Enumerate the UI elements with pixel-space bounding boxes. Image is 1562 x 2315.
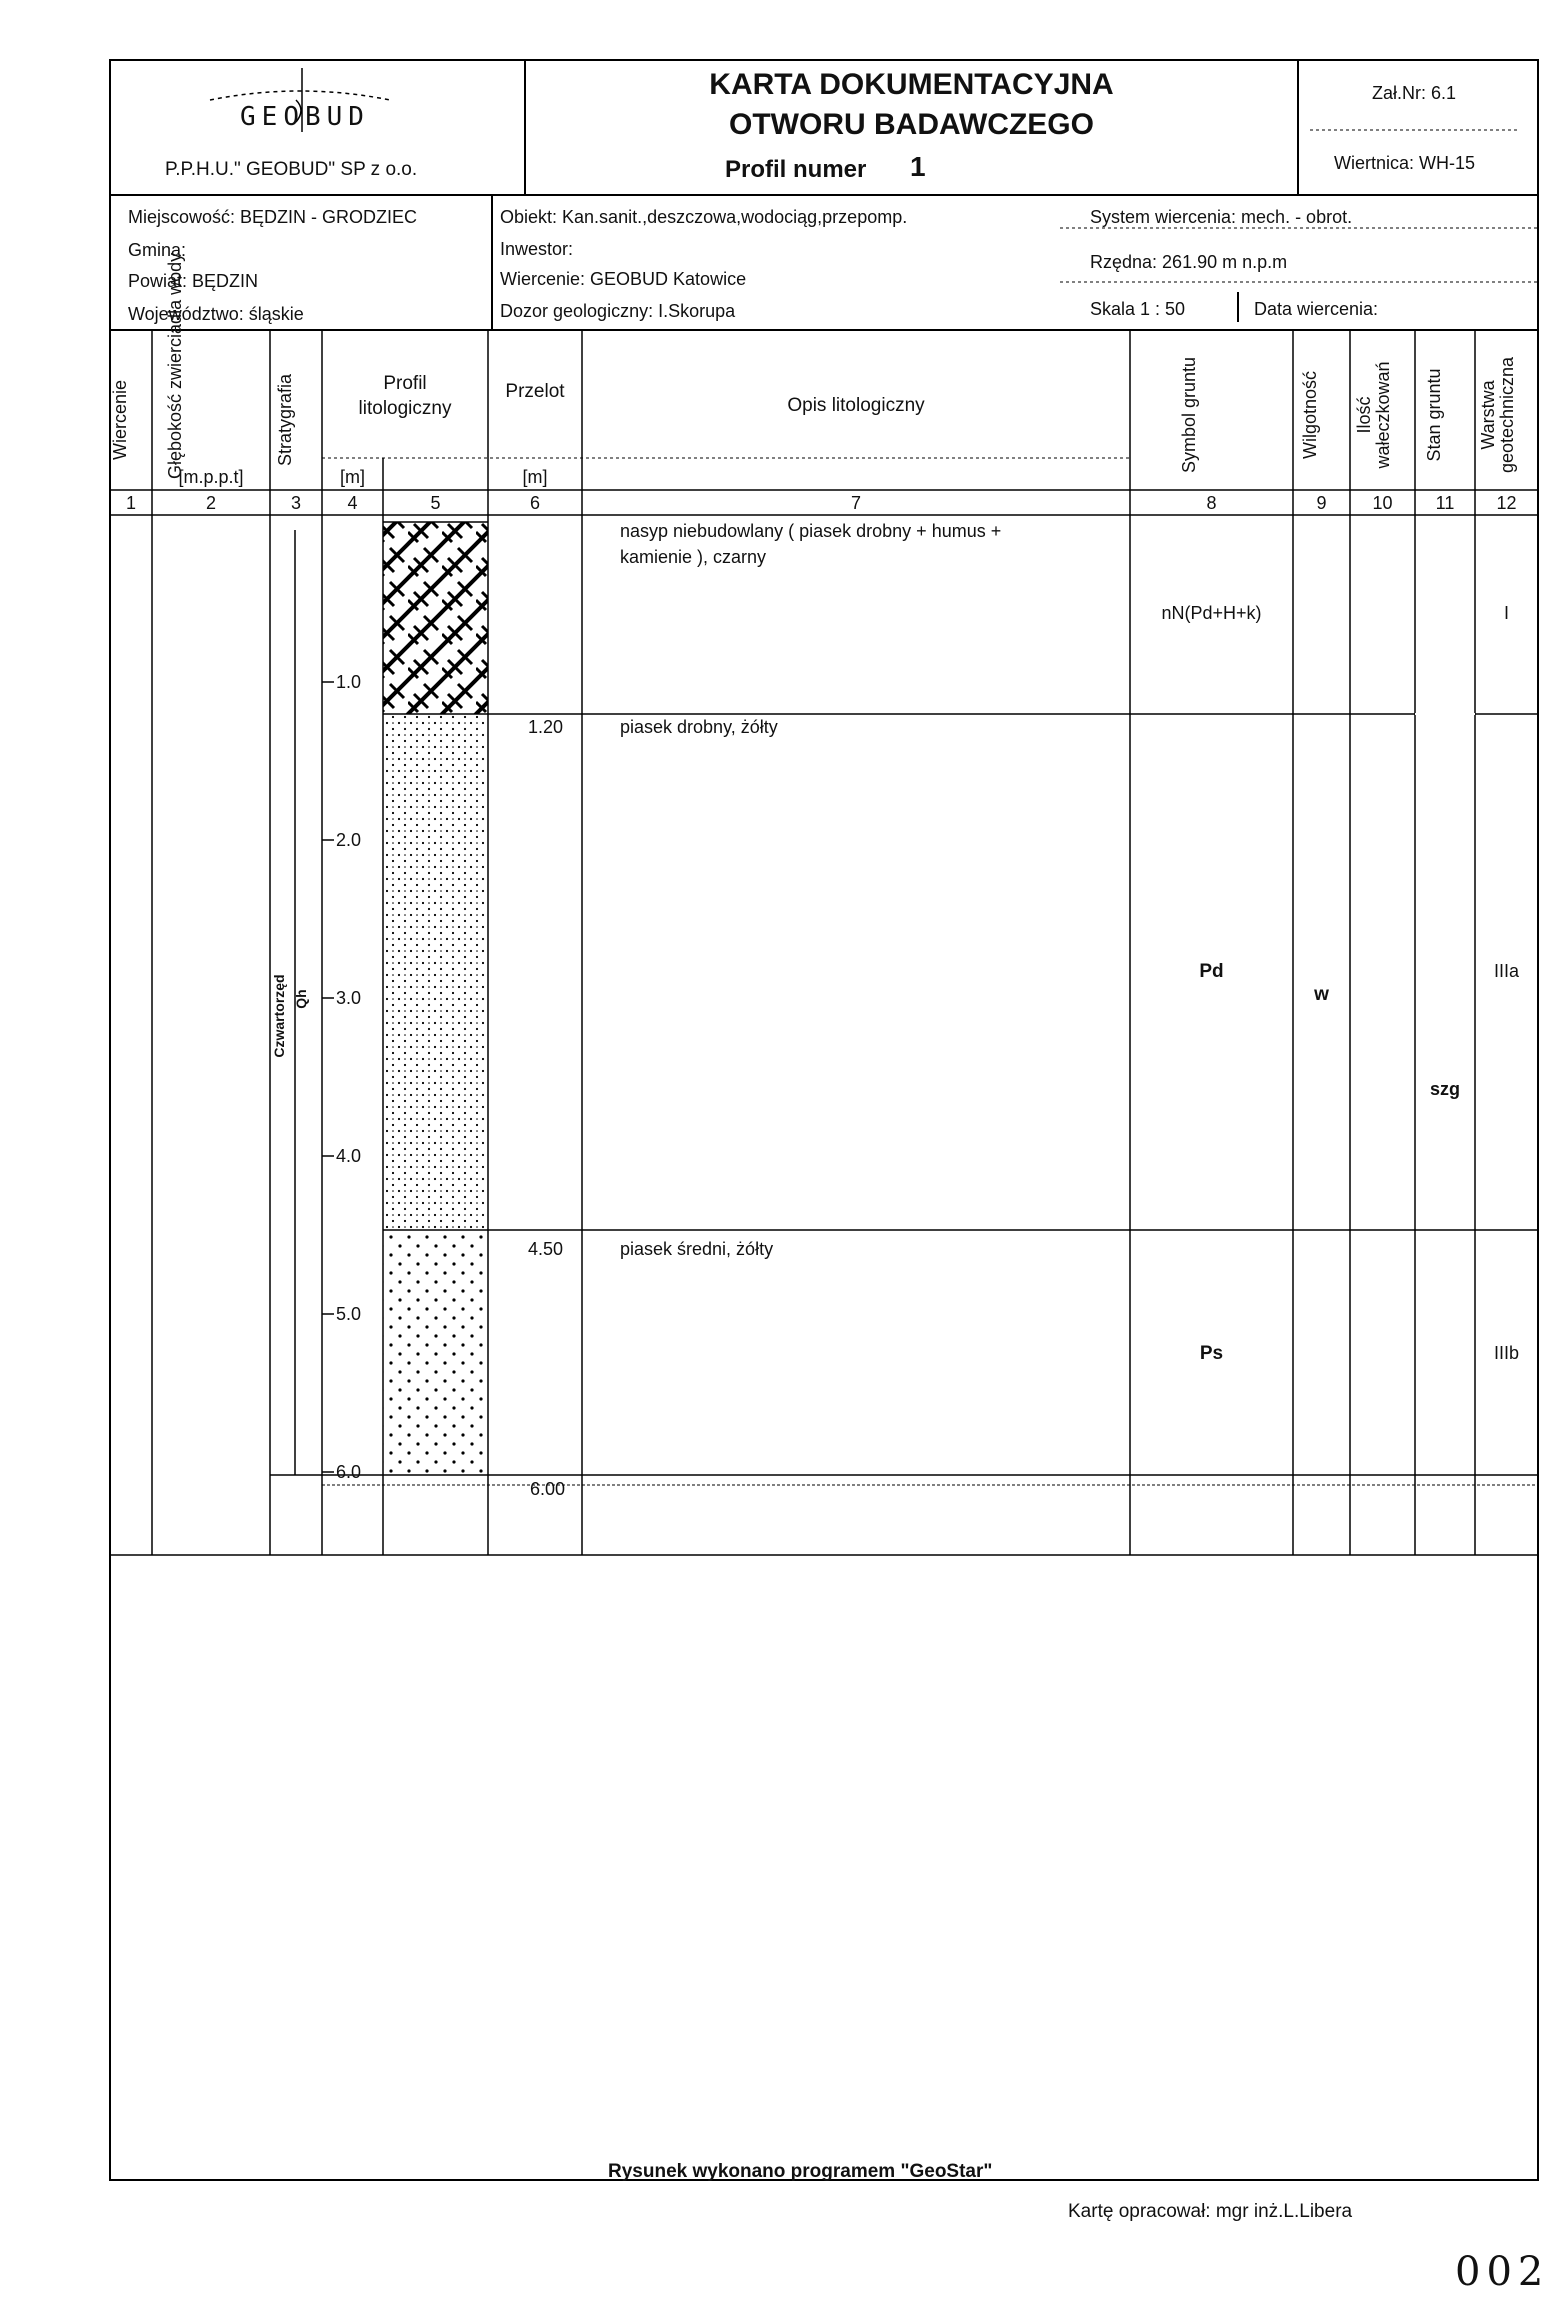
title-line1: KARTA DOKUMENTACYJNA (709, 68, 1114, 101)
header-warstwa: Warstwa geotechniczna (1478, 356, 1517, 474)
rzedna: Rzędna: 261.90 m n.p.m (1090, 252, 1288, 272)
header-stratygrafia: Stratygrafia (275, 373, 295, 467)
company-name: P.P.H.U." GEOBUD" SP z o.o. (165, 159, 418, 180)
layer-bottom: 6.00 (530, 1479, 566, 1499)
stratigraphy-code: Qh (293, 989, 309, 1009)
col-number: 7 (850, 493, 861, 513)
wojewodztwo: Województwo: śląskie (128, 304, 304, 324)
data-wiercenia: Data wiercenia: (1254, 299, 1379, 319)
depth-label: 1.0 (336, 672, 362, 692)
depth-label: 2.0 (336, 830, 362, 850)
lithology-fill (383, 522, 488, 714)
dozor: Dozor geologiczny: I.Skorupa (500, 301, 736, 321)
geotech-layer: IIIa (1493, 961, 1519, 981)
layer-description: nasyp niebudowlany ( piasek drobny + humus + (620, 521, 1002, 541)
miejscowosc: Miejscowość: BĘDZIN - GRODZIEC (128, 207, 418, 227)
depth-label: 4.0 (336, 1146, 362, 1166)
depth-label: 5.0 (336, 1304, 362, 1324)
depth-label: 6.0 (336, 1462, 362, 1482)
skala: Skala 1 : 50 (1090, 299, 1186, 319)
col-number: 5 (430, 493, 441, 513)
soil-symbol: nN(Pd+H+k) (1161, 603, 1262, 623)
header-wiercenie: Wiercenie (110, 379, 130, 461)
profile-number: 1 (910, 151, 926, 182)
unit-mppt: [m.p.p.t] (178, 467, 244, 487)
unit-m-depth: [m] (340, 467, 365, 487)
depth-label: 3.0 (336, 988, 362, 1008)
header-symbol: Symbol gruntu (1179, 356, 1199, 474)
moisture-value: w (1314, 984, 1329, 1005)
header-glebokosc: Głębokość zwierciadła wody (165, 252, 185, 479)
col-number: 1 (125, 493, 136, 513)
wiercenie-firma: Wiercenie: GEOBUD Katowice (500, 269, 747, 289)
layer-description: piasek średni, żółty (620, 1239, 774, 1259)
system-wiercenia: System wiercenia: mech. - obrot. (1090, 207, 1353, 227)
col-number: 8 (1206, 493, 1217, 513)
lithology-fine-sand (383, 714, 488, 1230)
col-number: 11 (1435, 493, 1455, 513)
layer-bottom: 1.20 (528, 717, 564, 737)
soil-symbol: Ps (1199, 1343, 1224, 1364)
gmina: Gmina: (128, 240, 187, 260)
title-line2: OTWORU BADAWCZEGO (729, 108, 1094, 141)
soil-symbol: Pd (1199, 961, 1224, 982)
col-number: 3 (290, 493, 301, 513)
geotech-layer: I (1503, 603, 1509, 623)
col-number: 9 (1316, 493, 1327, 513)
layer-description: kamienie ), czarny (620, 547, 767, 567)
header-profil: Profil litologiczny (358, 373, 452, 419)
footer-author: Kartę opracował: mgr inż.L.Libera (1068, 2201, 1353, 2222)
wiertnica: Wiertnica: WH-15 (1334, 153, 1476, 173)
layer-bottom: 4.50 (528, 1239, 564, 1259)
lithology-medium-sand (383, 1230, 488, 1475)
col-number: 4 (347, 493, 358, 513)
header-wilgotnosc: Wilgotność (1300, 370, 1320, 460)
layer-description: piasek drobny, żółty (620, 717, 778, 737)
header-walkowania: Ilość wałeczkowań (1354, 361, 1393, 469)
col-number: 12 (1496, 493, 1517, 513)
stratigraphy-era: Czwartorzęd (271, 974, 287, 1058)
powiat: Powiat: BĘDZIN (128, 271, 259, 291)
header-przelot: Przelot (505, 381, 565, 402)
footer-program: Rysunek wykonano programem "GeoStar" (608, 2161, 993, 2182)
col-number: 2 (205, 493, 216, 513)
unit-m-przelot: [m] (522, 467, 548, 487)
obiekt: Obiekt: Kan.sanit.,deszczowa,wodociąg,przepomp. (500, 207, 908, 227)
col-number: 6 (529, 493, 540, 513)
header-opis: Opis litologiczny (787, 395, 925, 416)
zal-nr: Zał.Nr: 6.1 (1372, 83, 1457, 103)
page-number: 002 (1455, 2249, 1550, 2295)
col-number: 10 (1372, 493, 1393, 513)
geotech-layer: IIIb (1493, 1343, 1519, 1363)
inwestor: Inwestor: (500, 239, 574, 259)
profile-label: Profil numer (725, 156, 867, 183)
header-stan: Stan gruntu (1424, 368, 1444, 462)
logo-text: GEOBUD (240, 102, 370, 132)
soil-state-value: szg (1429, 1079, 1460, 1099)
